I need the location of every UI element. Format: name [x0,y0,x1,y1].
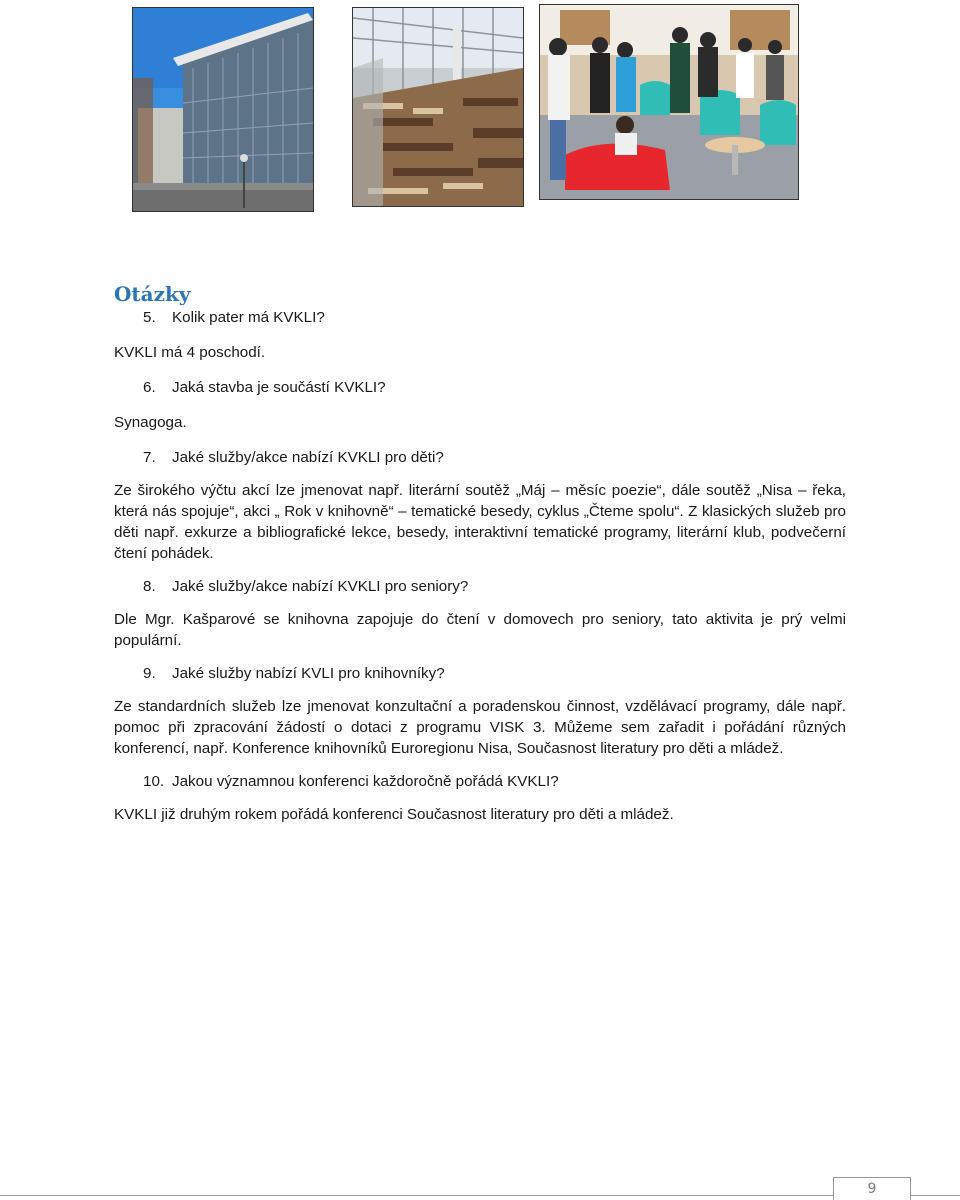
page-number: 9 [833,1177,911,1200]
answer-9: Ze standardních služeb lze jmenovat konzultační a poradenskou činnost, vzdělávací programy, dále např. pomoc při zpracování žádostí o dotaci z programu VISK 3. Můžeme sem zařadit i pořádání různých konferencí, např. Konference knihovníků Euroregionu Nisa, Současnost literatury pro děti a mládež. [114,698,846,757]
question-number: 10. [143,773,165,790]
footer-rule [0,1195,960,1196]
answer-10: KVKLI již druhým rokem pořádá konferenci Současnost literatury pro děti a mládež. [114,806,674,823]
questions-section [114,281,846,825]
library-interior-shelves-photo [352,7,524,207]
question-number: 8. [143,578,156,595]
question-text: Jaké služby nabízí KVLI pro knihovníky? [172,665,445,682]
answer-5: KVKLI má 4 poschodí. [114,344,266,361]
visitors-lounge-illustration [540,5,798,199]
question-text: Kolik pater má KVKLI? [172,309,325,326]
interior-shelves-illustration [353,8,523,206]
question-text: Jaké služby/akce nabízí KVKLI pro děti? [172,449,444,466]
question-9 [114,663,846,684]
building-exterior-illustration [133,8,313,211]
answer-6: Synagoga. [114,414,187,431]
section-title: Otázky [114,282,191,306]
question-text: Jaká stavba je součástí KVKLI? [172,379,386,396]
question-6 [114,377,846,398]
answer-7: Ze širokého výčtu akcí lze jmenovat např. literární soutěž „Máj – měsíc poezie“, dále soutěž „Nisa – řeka, která nás spojuje“, akci „ Rok v knihovně“ – tematické besedy, cyklus „Čteme spolu“. Z klasických služeb pro děti např. exkurze a bibliografické lekce, besedy, interaktivní tematické programy, literární klub, podvečerní čtení pohádek. [114,482,846,562]
question-10 [114,771,846,792]
question-number: 6. [143,379,156,396]
question-number: 9. [143,665,156,682]
question-text: Jakou významnou konferenci každoročně pořádá KVKLI? [172,773,559,790]
question-number: 7. [143,449,156,466]
answer-8: Dle Mgr. Kašparové se knihovna zapojuje do čtení v domovech pro seniory, tato aktivita je prý velmi populární. [114,611,846,649]
question-5 [114,307,846,328]
question-number: 5. [143,309,156,326]
question-text: Jaké služby/akce nabízí KVKLI pro seniory? [172,578,469,595]
library-building-exterior-photo [132,7,314,212]
question-7 [114,447,846,468]
question-8 [114,576,846,597]
library-visitors-lounge-photo [539,4,799,200]
